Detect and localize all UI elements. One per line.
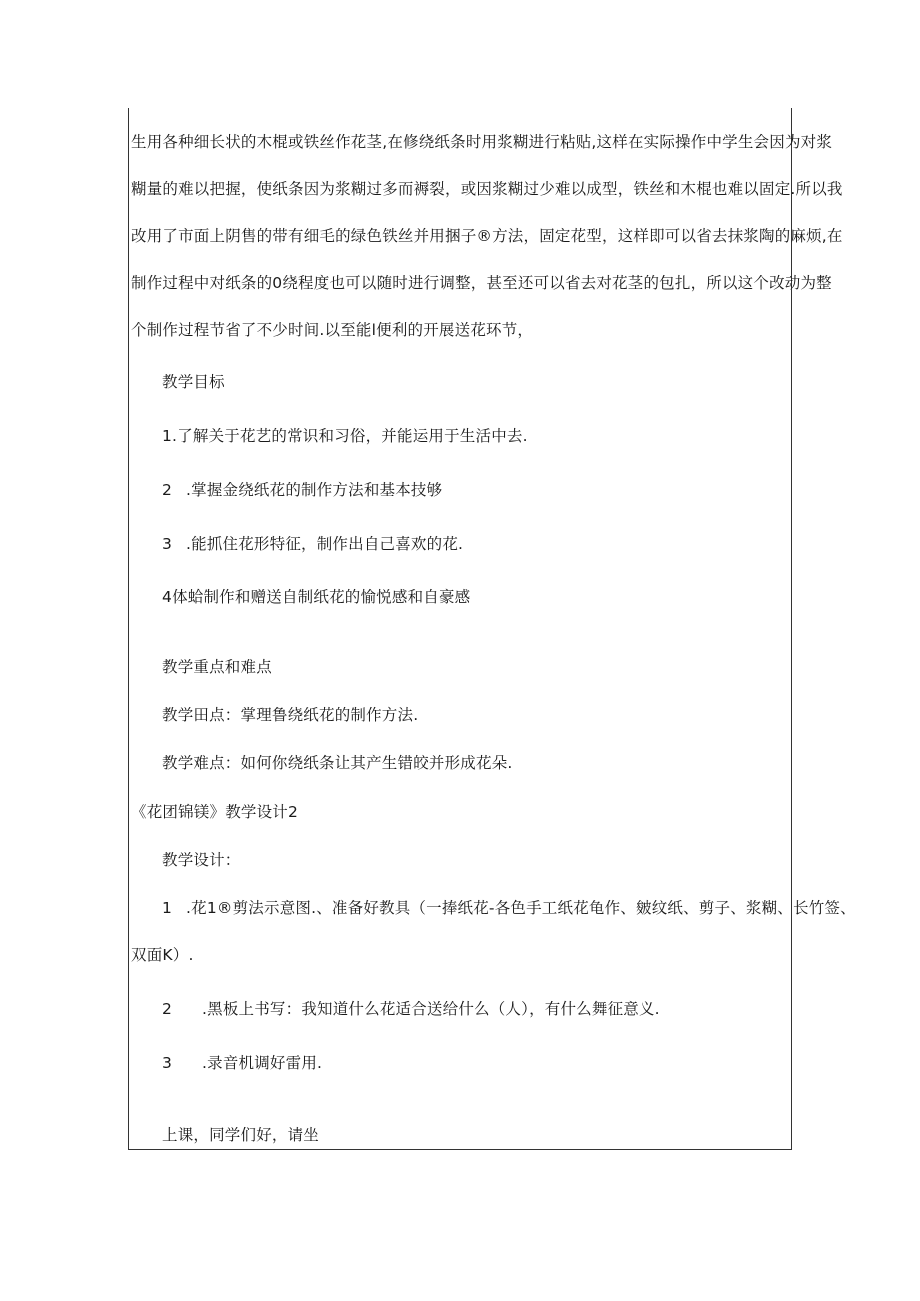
objective-number: 4	[162, 588, 173, 606]
design-item-number: 3	[162, 1054, 173, 1072]
intro-line-4: 制作过程中对纸条的0绕程度也可以随时进行调整，甚至还可以省去对花茎的包扎，所以这个改动为整	[131, 274, 832, 292]
objective-text: 了解关于花艺的常识和习俗，并能运用于生活中去.	[177, 427, 528, 445]
objective-item-3	[131, 534, 789, 554]
intro-line-3: 改用了市面上阴售的带有细毛的绿色铁丝并用捆子®方法，固定花型，这样即可以省去抹浆陶的麻烦,在	[131, 227, 843, 245]
design2-title: 《花团锦镁》教学设计2	[131, 803, 299, 821]
design2-item-2	[131, 999, 789, 1019]
design2-heading: 教学设计：	[162, 851, 241, 869]
design-item-number: 2	[162, 1000, 173, 1018]
keypoints-difficulty: 教学难点：如何你绕纸条让其产生错皎并形成花朵.	[162, 754, 513, 772]
objective-number: 3	[162, 535, 173, 553]
design2-greeting: 上课，同学们好，请坐	[162, 1126, 320, 1144]
objectives-heading: 教学目标	[162, 373, 225, 391]
objective-number: 2	[162, 481, 173, 499]
intro-line-1: 生用各种细长状的木棍或铁丝作花茎,在修绕纸条时用浆糊进行粘贴,这样在实际操作中学生会因为对浆	[131, 133, 833, 151]
design-item-text: .花1®剪法示意图.、准备好教具（一捧纸花-各色手工纸花龟作、皴纹纸、剪子、浆糊、长竹签、	[186, 899, 856, 917]
objective-text: 体蛤制作和赠送自制纸花的愉悦感和自豪感	[172, 588, 471, 606]
design-item-number: 1	[162, 899, 173, 917]
document-page	[128, 108, 856, 1150]
design2-item-1-cont: 双面K）.	[131, 946, 194, 964]
intro-line-2: 糊量的难以把握，使纸条因为浆糊过多而褥裂，或因浆糊过少难以成型，铁丝和木棍也难以固定.所以我	[131, 180, 843, 198]
design-item-text: .录音机调好雷用.	[202, 1054, 323, 1072]
objective-item-1	[131, 426, 789, 446]
intro-line-5: 个制作过程节省了不少时间.以至能l便利的开展送花环节，	[131, 321, 534, 339]
objective-text: .掌握金绕纸花的制作方法和基本技够	[186, 481, 443, 499]
design-item-text: .黑板上书写：我知道什么花适合送给什么（人），有什么舞征意义.	[202, 1000, 660, 1018]
objective-number: 1.	[162, 427, 178, 445]
design2-item-3	[131, 1053, 789, 1073]
keypoints-focus: 教学田点：掌理鲁绕纸花的制作方法.	[162, 706, 419, 724]
keypoints-heading: 教学重点和难点	[162, 658, 272, 676]
objective-text: .能抓住花形特征，制作出自己喜欢的花.	[186, 535, 464, 553]
objective-item-4	[131, 587, 789, 607]
objective-item-2	[131, 480, 789, 500]
design2-item-1	[131, 898, 856, 918]
